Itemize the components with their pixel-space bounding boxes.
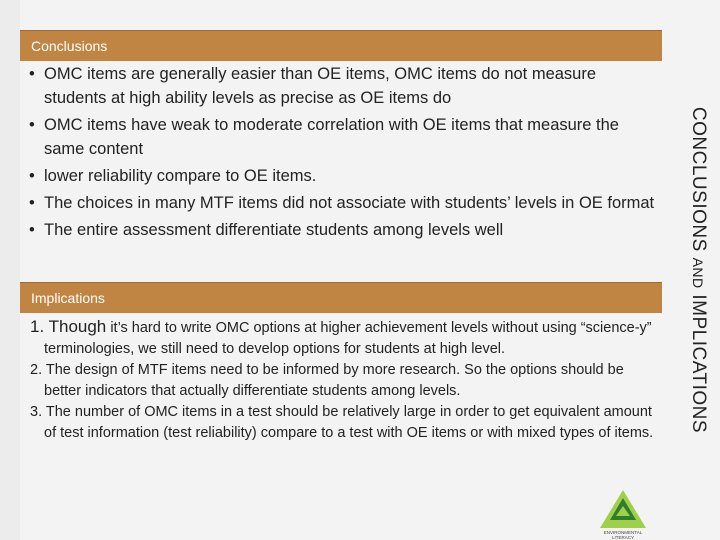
bullet-icon: •: [29, 221, 35, 239]
implication-item: [30, 316, 660, 360]
conclusions-heading: Conclusions: [31, 38, 108, 54]
left-margin: [0, 0, 20, 540]
side-title-text: CONCLUSIONS AND IMPLICATIONS: [688, 106, 709, 434]
conclusion-item: [20, 218, 662, 242]
conclusions-header-band: [20, 30, 662, 61]
conclusions-list: [20, 62, 662, 245]
item-number: 3.: [30, 404, 43, 420]
conclusion-item: [20, 62, 662, 110]
conclusion-item: [20, 191, 662, 215]
conclusion-item: [20, 113, 662, 161]
implication-item: [30, 360, 660, 402]
item-lead-word: Though: [48, 317, 107, 336]
conclusion-text: The choices in many MTF items did not associate with students’ levels in OE format: [44, 194, 655, 212]
implications-header-band: [20, 282, 662, 313]
conclusion-text: OMC items have weak to moderate correlation with OE items that measure the same content: [44, 116, 619, 158]
bullet-icon: •: [29, 116, 35, 134]
bullet-icon: •: [29, 167, 35, 185]
implication-text: The number of OMC items in a test should be relatively large in order to get equivalent amount of test information (test reliability) compare to a test with OE items or with mixed types of items.: [44, 404, 654, 441]
bullet-icon: •: [29, 194, 35, 212]
logo-text: ENVIRONMENTAL LITERACY: [603, 530, 643, 540]
implications-heading: Implications: [31, 290, 105, 306]
conclusion-text: The entire assessment differentiate students among levels well: [44, 221, 504, 239]
implication-item: [30, 402, 660, 444]
side-title: [676, 0, 720, 540]
implication-text: The design of MTF items need to be informed by more research. So the options should be better indicators that actually differentiate students among levels.: [44, 362, 624, 399]
environmental-literacy-logo: [594, 488, 652, 540]
implications-list: [30, 316, 660, 444]
conclusion-text: lower reliability compare to OE items.: [44, 167, 317, 185]
implication-text: it’s hard to write OMC options at higher achievement levels without using “science-y” terminologies, we still need to develop options for students at high level.: [44, 320, 652, 357]
item-number: 2.: [30, 362, 43, 378]
conclusion-text: OMC items are generally easier than OE items, OMC items do not measure students at high ability levels as precise as OE items do: [44, 65, 597, 107]
bullet-icon: •: [29, 65, 35, 83]
conclusion-item: [20, 164, 662, 188]
item-number: 1.: [30, 317, 45, 336]
triangle-logo-icon: [594, 488, 652, 532]
